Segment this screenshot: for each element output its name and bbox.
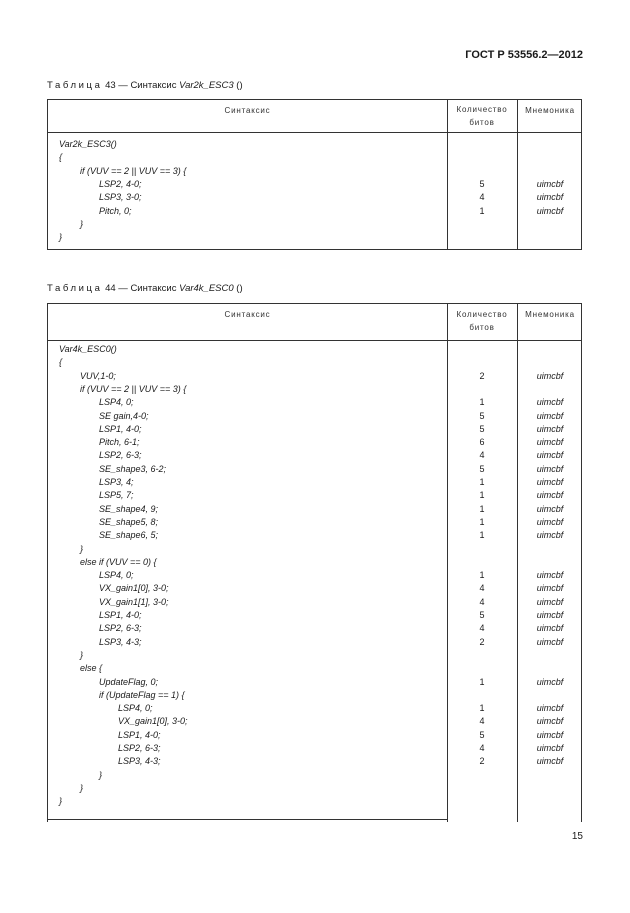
- table-row: [48, 516, 581, 529]
- table-44-caption: [47, 283, 243, 294]
- mnemonic-cell: uimcbf: [536, 450, 564, 461]
- syntax-cell: LSP3, 4;: [99, 477, 134, 487]
- table-row: [48, 543, 581, 556]
- syntax-header: Синтаксис: [224, 106, 271, 115]
- table-row: [48, 622, 581, 635]
- syntax-cell: LSP5, 7;: [99, 490, 134, 501]
- syntax-cell: VX_gain1[0], 3-0;: [118, 716, 188, 727]
- mnemonic-header: Мнемоника: [525, 310, 575, 319]
- table-row: [48, 755, 581, 768]
- bits-cell: 1: [479, 477, 485, 487]
- mnemonic-cell: uimcbf: [536, 463, 564, 474]
- caption-var: Var2k_ESC3: [179, 80, 234, 91]
- table-row: [48, 769, 581, 782]
- bits-cell: 4: [479, 192, 485, 203]
- syntax-cell: }: [59, 232, 63, 243]
- syntax-cell: }: [80, 649, 84, 660]
- table-43-caption: [47, 80, 243, 91]
- mnemonic-header: Мнемоника: [525, 106, 575, 115]
- syntax-cell: SE_shape3, 6-2;: [99, 463, 167, 474]
- syntax-cell: }: [80, 782, 84, 793]
- syntax-cell: Var4k_ESC0(): [59, 344, 117, 354]
- mnemonic-cell: uimcbf: [536, 503, 564, 514]
- bits-cell: 2: [479, 756, 485, 767]
- syntax-cell: if (VUV == 2 || VUV == 3) {: [80, 383, 187, 394]
- mnemonic-cell: uimcbf: [536, 397, 564, 408]
- syntax-cell: LSP2, 6-3;: [99, 450, 142, 461]
- syntax-cell: Var2k_ESC3(): [59, 139, 117, 149]
- syntax-cell: LSP3, 4-3;: [118, 756, 161, 767]
- table-row: [48, 529, 581, 542]
- syntax-cell: LSP2, 4-0;: [99, 178, 142, 189]
- syntax-cell: VX_gain1[1], 3-0;: [99, 596, 169, 607]
- caption-var: Var4k_ESC0: [179, 283, 234, 294]
- syntax-cell: LSP1, 4-0;: [99, 423, 142, 434]
- caption-text: 43 — Синтаксис: [102, 80, 180, 91]
- table-row: [48, 795, 581, 808]
- table-row: [48, 356, 581, 369]
- bits-cell: 5: [479, 178, 485, 189]
- table-row: [48, 436, 581, 449]
- bits-cell: 4: [479, 596, 485, 607]
- mnemonic-cell: uimcbf: [536, 477, 564, 487]
- table-row: [48, 231, 581, 244]
- mnemonic-cell: uimcbf: [536, 743, 564, 753]
- table-row: [48, 662, 581, 675]
- table-row: [48, 782, 581, 795]
- mnemonic-cell: uimcbf: [536, 423, 564, 434]
- table-row: [48, 569, 581, 582]
- syntax-table-43: [47, 99, 582, 250]
- table-row: [48, 503, 581, 516]
- table-row: [48, 596, 581, 609]
- table-row: [48, 463, 581, 476]
- caption-end: (): [233, 80, 243, 91]
- table-row: [48, 423, 581, 436]
- mnemonic-cell: uimcbf: [536, 516, 564, 527]
- syntax-cell: }: [80, 218, 84, 229]
- table-row: [48, 396, 581, 409]
- bits-cell: 5: [479, 610, 485, 620]
- bits-cell: 1: [479, 516, 485, 527]
- mnemonic-cell: uimcbf: [536, 490, 564, 501]
- table-row: [48, 191, 581, 204]
- bits-cell: 1: [479, 570, 485, 581]
- bits-cell: 4: [479, 583, 485, 594]
- bits-cell: 2: [479, 370, 485, 381]
- syntax-cell: if (VUV == 2 || VUV == 3) {: [80, 165, 187, 176]
- table-row: [48, 609, 581, 622]
- mnemonic-cell: uimcbf: [536, 570, 564, 581]
- syntax-cell: LSP3, 3-0;: [99, 192, 142, 203]
- mnemonic-cell: uimcbf: [536, 410, 564, 421]
- syntax-cell: Pitch, 0;: [99, 205, 132, 216]
- table-row: [48, 676, 581, 689]
- table-row: [48, 410, 581, 423]
- bits-cell: 1: [479, 703, 485, 714]
- syntax-table-44: [47, 303, 582, 822]
- mnemonic-cell: uimcbf: [536, 192, 564, 203]
- bits-cell: 6: [479, 437, 485, 448]
- bits-cell: 5: [479, 463, 485, 474]
- table-row: [48, 582, 581, 595]
- mnemonic-cell: uimcbf: [536, 636, 564, 647]
- syntax-cell: VUV,1-0;: [80, 370, 116, 381]
- table-row: [48, 489, 581, 502]
- table-row: [48, 649, 581, 662]
- syntax-cell: LSP4, 0;: [118, 703, 153, 714]
- syntax-cell: LSP1, 4-0;: [99, 610, 142, 620]
- syntax-cell: VX_gain1[0], 3-0;: [99, 583, 169, 594]
- bits-cell: 1: [479, 397, 485, 408]
- mnemonic-cell: uimcbf: [536, 756, 564, 767]
- syntax-cell: {: [59, 357, 63, 368]
- table-row: [48, 370, 581, 383]
- table-row: [48, 205, 581, 218]
- bits-cell: 4: [479, 450, 485, 461]
- bits-header: Количество битов: [456, 105, 508, 127]
- syntax-cell: LSP3, 4-3;: [99, 636, 142, 647]
- table-row: [48, 742, 581, 755]
- table-row: [48, 343, 581, 356]
- table-row: [48, 476, 581, 489]
- bits-cell: 4: [479, 743, 485, 753]
- syntax-cell: LSP1, 4-0;: [118, 729, 161, 740]
- bits-cell: 1: [479, 205, 485, 216]
- mnemonic-cell: uimcbf: [536, 596, 564, 607]
- syntax-cell: }: [59, 796, 63, 807]
- table-row: [48, 165, 581, 178]
- mnemonic-cell: uimcbf: [536, 370, 564, 381]
- caption-end: (): [233, 283, 243, 294]
- syntax-cell: LSP4, 0;: [99, 570, 134, 581]
- syntax-cell: SE gain,4-0;: [99, 410, 149, 421]
- bits-cell: 1: [479, 503, 485, 514]
- syntax-cell: SE_shape5, 8;: [99, 516, 159, 527]
- syntax-cell: {: [59, 152, 63, 163]
- table-row: [48, 383, 581, 396]
- standard-number: ГОСТ Р 53556.2—2012: [465, 49, 583, 61]
- table-row: [48, 702, 581, 715]
- table-row: [48, 636, 581, 649]
- syntax-cell: SE_shape6, 5;: [99, 530, 159, 541]
- table-row: [48, 218, 581, 231]
- mnemonic-cell: uimcbf: [536, 729, 564, 740]
- table-row: [48, 449, 581, 462]
- mnemonic-cell: uimcbf: [536, 716, 564, 727]
- syntax-cell: LSP2, 6-3;: [118, 743, 161, 753]
- table-row: [48, 138, 581, 151]
- syntax-cell: }: [80, 543, 84, 554]
- syntax-cell: else {: [80, 663, 103, 674]
- syntax-cell: SE_shape4, 9;: [99, 503, 159, 514]
- syntax-cell: else if (VUV == 0) {: [80, 556, 157, 567]
- table-row: [48, 729, 581, 742]
- mnemonic-cell: uimcbf: [536, 703, 564, 714]
- mnemonic-cell: uimcbf: [536, 437, 564, 448]
- mnemonic-cell: uimcbf: [536, 530, 564, 541]
- syntax-cell: UpdateFlag, 0;: [99, 676, 159, 687]
- mnemonic-cell: uimcbf: [536, 178, 564, 189]
- bits-header: Количество битов: [456, 310, 508, 332]
- syntax-cell: Pitch, 6-1;: [99, 437, 140, 448]
- table-row: [48, 689, 581, 702]
- bits-cell: 2: [479, 636, 485, 647]
- table-row: [48, 556, 581, 569]
- bits-cell: 5: [479, 729, 485, 740]
- syntax-header: Синтаксис: [224, 310, 271, 319]
- bits-cell: 4: [479, 623, 485, 634]
- table-row: [48, 715, 581, 728]
- syntax-cell: if (UpdateFlag == 1) {: [99, 689, 185, 700]
- caption-text: 44 — Синтаксис: [102, 283, 180, 294]
- bits-cell: 1: [479, 530, 485, 541]
- caption-word: Таблица: [47, 80, 103, 91]
- syntax-cell: }: [99, 769, 103, 780]
- mnemonic-cell: uimcbf: [536, 623, 564, 634]
- syntax-cell: LSP2, 6-3;: [99, 623, 142, 634]
- mnemonic-cell: uimcbf: [536, 205, 564, 216]
- mnemonic-cell: uimcbf: [536, 583, 564, 594]
- mnemonic-cell: uimcbf: [536, 610, 564, 620]
- bits-cell: 4: [479, 716, 485, 727]
- bits-cell: 1: [479, 676, 485, 687]
- table-row: [48, 178, 581, 191]
- bits-cell: 1: [479, 490, 485, 501]
- table-row: [48, 151, 581, 164]
- bits-cell: 5: [479, 410, 485, 421]
- syntax-cell: LSP4, 0;: [99, 397, 134, 408]
- caption-word: Таблица: [47, 283, 103, 294]
- bits-cell: 5: [479, 423, 485, 434]
- page-number: 15: [571, 831, 583, 842]
- mnemonic-cell: uimcbf: [536, 676, 564, 687]
